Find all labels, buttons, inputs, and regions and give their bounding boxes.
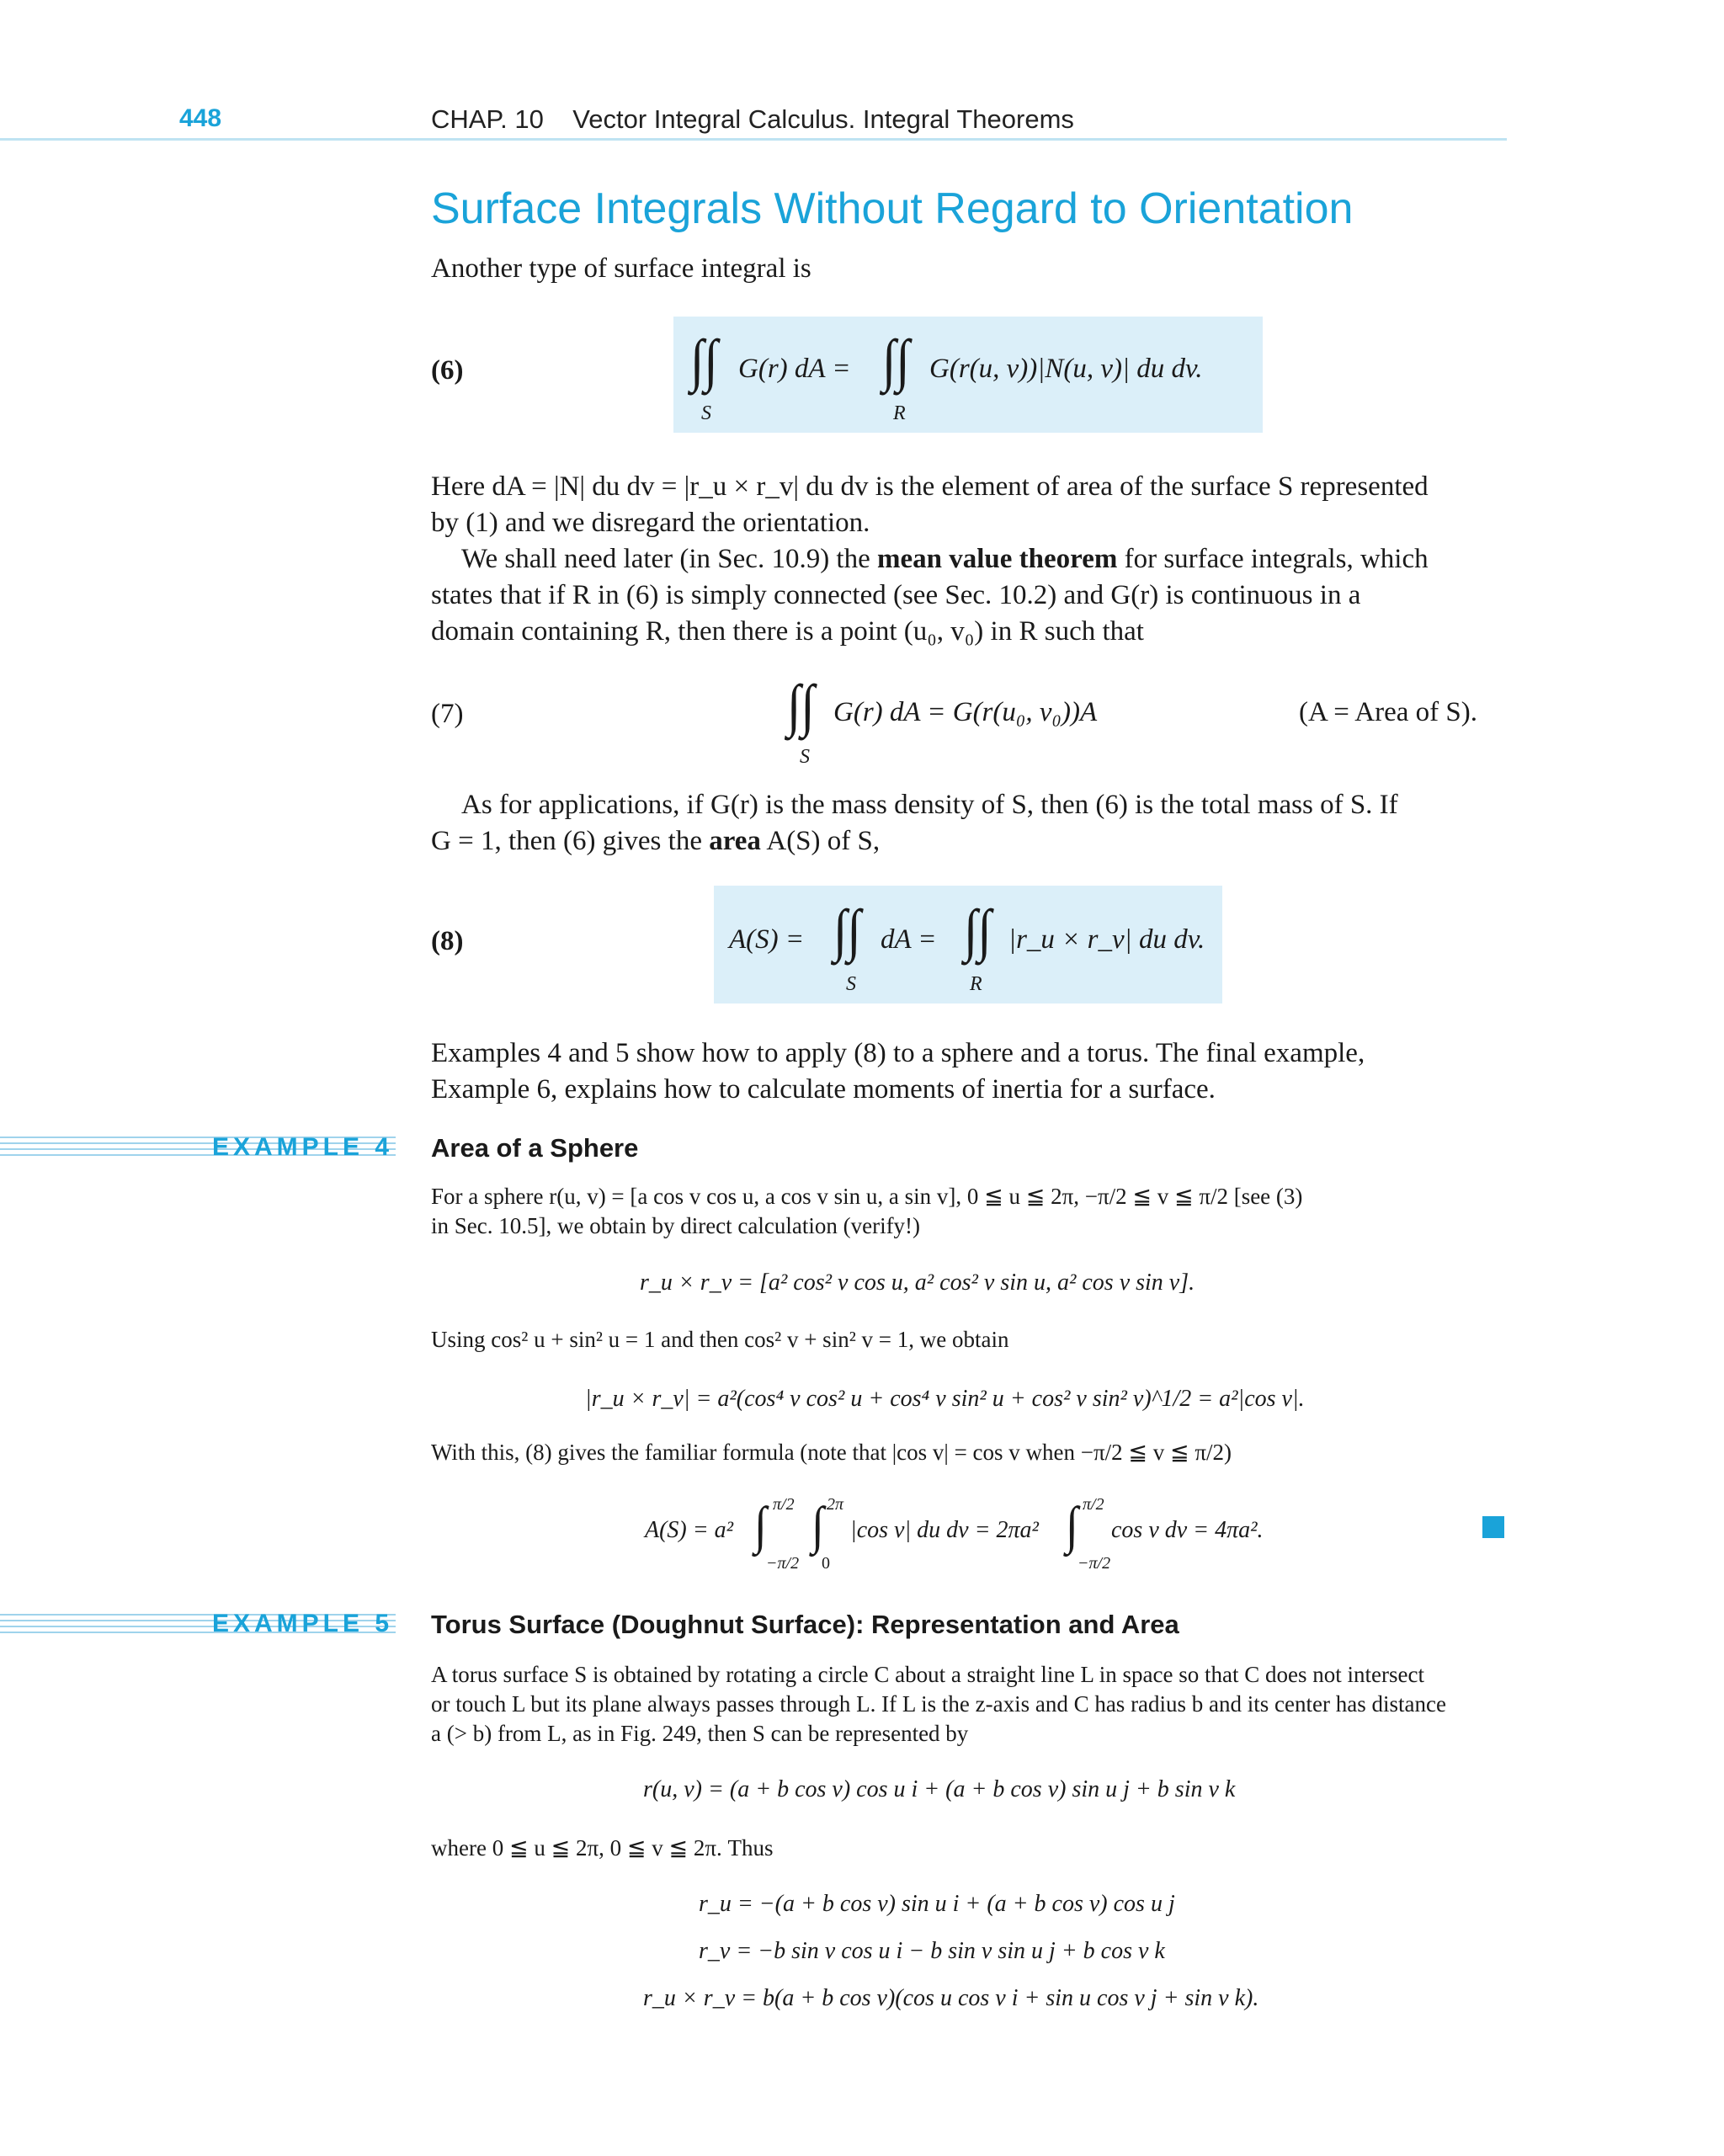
text-line: states that if R in (6) is simply connected (see Sec. 10.2) and G(r) is continuous in a [431, 580, 1361, 610]
text-line: Examples 4 and 5 show how to apply (8) to a sphere and a torus. The final example, [431, 1038, 1365, 1068]
paragraph-examples-intro [431, 1035, 1508, 1108]
equation-6-rhs: G(r(u, v))|N(u, v)| du dv. [929, 354, 1203, 384]
running-header: CHAP. 10 Vector Integral Calculus. Integral Theorems [431, 104, 1074, 134]
bold-term: area [709, 826, 761, 856]
integral-upper-limit: 2π [827, 1495, 844, 1514]
text-line: As for applications, if G(r) is the mass density of S, then (6) is the total mass of S. If [461, 790, 1398, 820]
integral-upper-limit: π/2 [1083, 1495, 1104, 1514]
example-4-text [431, 1182, 1508, 1241]
integral-lower-limit: R [893, 402, 906, 424]
integral-lower-limit: S [800, 746, 810, 768]
torus-rv: r_v = −b sin v cos u i − b sin v sin u j + b cos v k [699, 1938, 1165, 1964]
integral-lower-limit: S [846, 973, 856, 995]
paragraph-mean-value [431, 541, 1508, 650]
integral-lower-limit: −π/2 [1078, 1554, 1111, 1573]
integral-lower-limit: S [701, 402, 711, 424]
double-integral-sign: ∫∫ [964, 898, 992, 962]
section-title: Surface Integrals Without Regard to Orientation [431, 184, 1354, 233]
text-line: or touch L but its plane always passes through L. If L is the z-axis and C has radius b and its center has distance [431, 1691, 1446, 1717]
example-4-title: Area of a Sphere [431, 1133, 639, 1163]
text-line: by (1) and we disregard the orientation. [431, 508, 870, 538]
integral-sign: ∫ [1066, 1496, 1078, 1555]
example-5-label: EXAMPLE 5 [212, 1610, 394, 1637]
example-5-text: where 0 ≦ u ≦ 2π, 0 ≦ v ≦ 2π. Thus [431, 1835, 774, 1861]
torus-cross-product: r_u × r_v = b(a + b cos v)(cos u cos v i + sin u cos v j + sin v k). [643, 1985, 1259, 2011]
double-integral-sign: ∫∫ [833, 898, 861, 962]
double-integral-sign: ∫∫ [690, 328, 718, 392]
text-line: For a sphere r(u, v) = [a cos v cos u, a cos v sin u, a sin v], 0 ≦ u ≦ 2π, −π/2 ≦ v ≦ π/2 [see (3) [431, 1184, 1303, 1209]
equation-8-c: |r_u × r_v| du dv. [1008, 924, 1205, 955]
text-line: a (> b) from L, as in Fig. 249, then S can be represented by [431, 1721, 969, 1746]
paragraph-area-element [431, 469, 1508, 541]
end-of-example-square-icon [1482, 1516, 1504, 1538]
equation-8-a: A(S) = [729, 924, 805, 955]
double-integral-sign: ∫∫ [882, 328, 910, 392]
bold-term: mean value theorem [877, 544, 1118, 574]
equation-8-number: (8) [431, 926, 464, 956]
example-5-text [431, 1660, 1508, 1749]
integral-sign: ∫ [811, 1496, 824, 1555]
text-line: G = 1, then (6) gives the area A(S) of S, [431, 826, 881, 856]
text-line: Here dA = |N| du dv = |r_u × r_v| du dv is the element of area of the surface S represented [431, 471, 1429, 502]
example-4-label: EXAMPLE 4 [212, 1133, 394, 1161]
example-4-equation-cross: r_u × r_v = [a² cos² v cos u, a² cos² v sin u, a² cos v sin v]. [640, 1270, 1195, 1296]
integral-upper-limit: π/2 [773, 1495, 795, 1514]
integral-lower-limit: 0 [822, 1554, 830, 1573]
example-4-equation-norm: |r_u × r_v| = a²(cos⁴ v cos² u + cos⁴ v sin² u + cos² v sin² v)^1/2 = a²|cos v|. [585, 1386, 1305, 1412]
page-number: 448 [179, 104, 222, 132]
paragraph-applications [431, 787, 1508, 860]
equation-7-body: G(r) dA = G(r(u₀, v₀))A [833, 697, 1098, 727]
torus-parametrization: r(u, v) = (a + b cos v) cos u i + (a + b cos v) sin u j + b sin v k [643, 1776, 1236, 1802]
integral-lower-limit: R [970, 973, 982, 995]
text-line: Example 6, explains how to calculate moments of inertia for a surface. [431, 1074, 1216, 1105]
example-4-text: With this, (8) gives the familiar formula (note that |cos v| = cos v when −π/2 ≦ v ≦ π/2) [431, 1440, 1232, 1465]
equation-6-lhs: G(r) dA = [738, 354, 851, 384]
intro-text: Another type of surface integral is [431, 253, 811, 284]
text-line: in Sec. 10.5], we obtain by direct calculation (verify!) [431, 1213, 921, 1238]
torus-ru: r_u = −(a + b cos v) sin u i + (a + b cos v) cos u j [699, 1891, 1175, 1917]
equation-7-note: (A = Area of S). [1299, 697, 1477, 727]
double-integral-sign: ∫∫ [787, 673, 815, 737]
integral-sign: ∫ [754, 1496, 767, 1555]
sphere-area-a: A(S) = a² [645, 1517, 734, 1543]
header-rule [0, 138, 1507, 141]
sphere-area-b: |cos v| du dv = 2πa² [850, 1517, 1039, 1543]
equation-7-number: (7) [431, 699, 464, 729]
integral-lower-limit: −π/2 [766, 1554, 800, 1573]
equation-8-b: dA = [881, 924, 937, 955]
example-4-text: Using cos² u + sin² u = 1 and then cos² v + sin² v = 1, we obtain [431, 1327, 1009, 1352]
sphere-area-c: cos v dv = 4πa². [1111, 1517, 1264, 1543]
text-line: domain containing R, then there is a point (u₀, v₀) in R such that [431, 616, 1144, 647]
text-line: A torus surface S is obtained by rotating a circle C about a straight line L in space so that C does not intersect [431, 1662, 1424, 1687]
equation-6-number: (6) [431, 355, 464, 386]
text-line: We shall need later (in Sec. 10.9) the mean value theorem for surface integrals, which [461, 544, 1429, 574]
example-5-title: Torus Surface (Doughnut Surface): Representation and Area [431, 1610, 1179, 1639]
